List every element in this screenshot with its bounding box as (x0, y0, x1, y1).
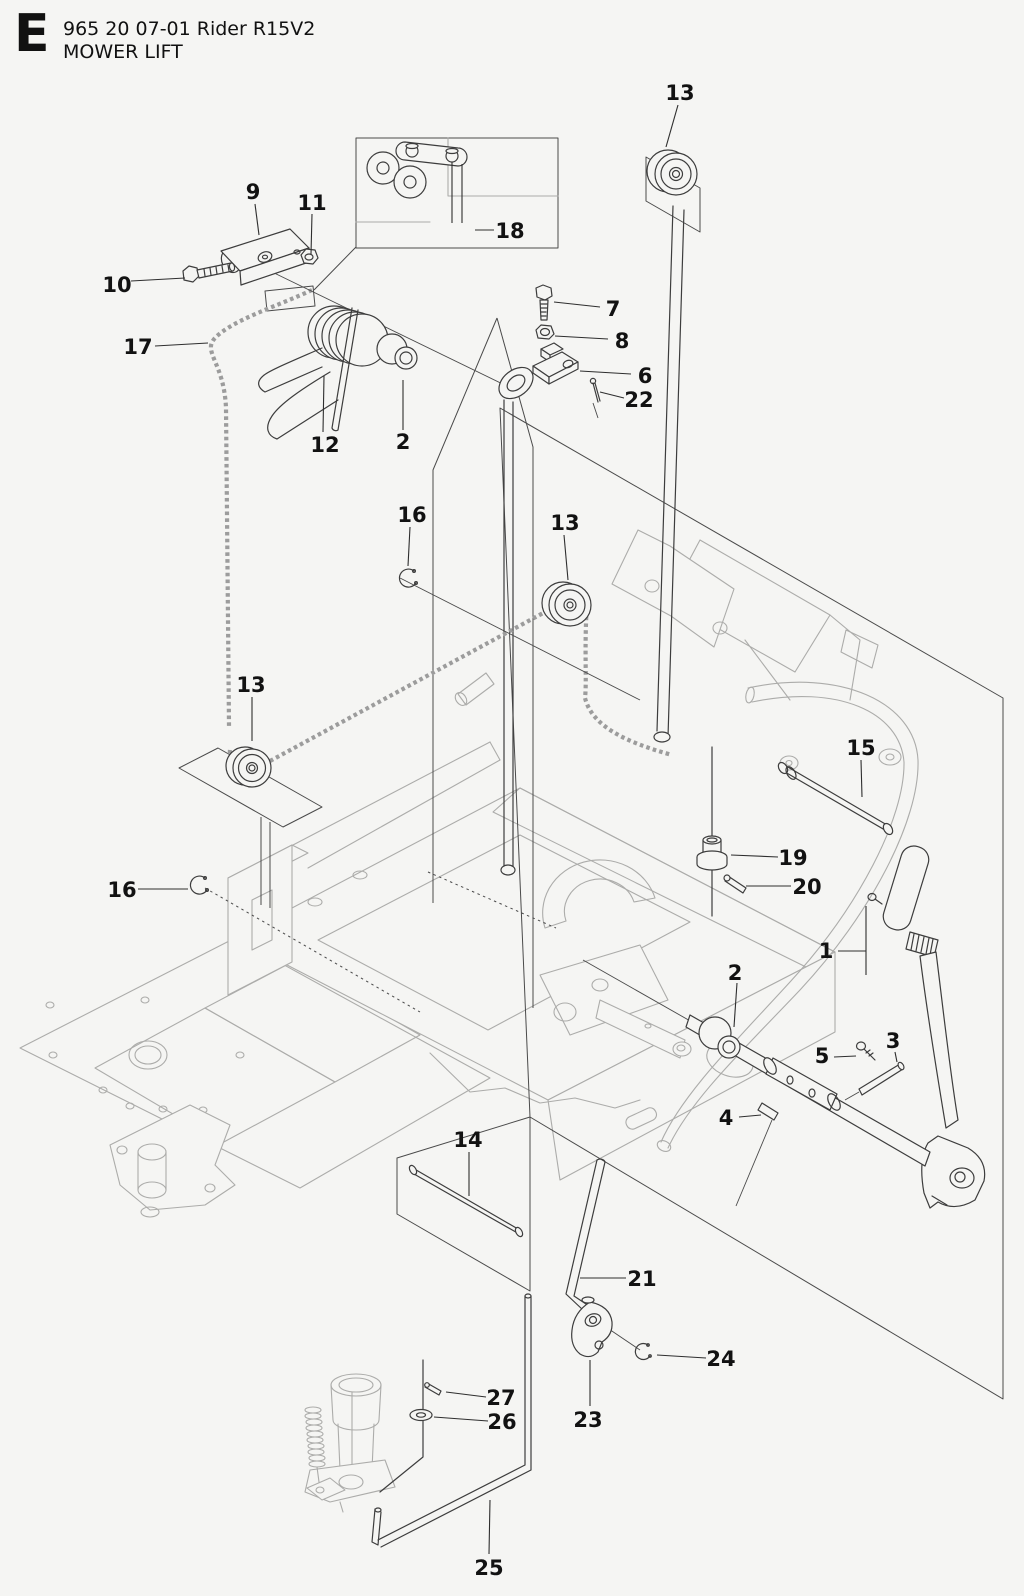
part-callout-2-1: 2 (395, 430, 411, 454)
sheet-letter: E (14, 4, 50, 64)
inset-detail-box (356, 138, 558, 248)
part-callout-12-12: 12 (310, 433, 340, 457)
cap-19 (697, 836, 727, 870)
rod-3 (845, 1061, 905, 1100)
chain-bracket-6 (533, 343, 578, 384)
screw-5 (857, 1042, 876, 1060)
part-callout-24-27: 24 (706, 1347, 736, 1371)
part-callout-16-19: 16 (107, 878, 137, 902)
bracket-23 (572, 1297, 612, 1357)
bolt-7 (536, 285, 552, 320)
part-callout-7-7: 7 (605, 297, 621, 321)
part-callout-13-14: 13 (550, 511, 580, 535)
part-callout-14-16: 14 (453, 1128, 483, 1152)
pin-27 (425, 1383, 441, 1395)
pulley-13-top (647, 150, 697, 195)
page-subtitle: MOWER LIFT (63, 41, 183, 63)
part-callout-26-29: 26 (487, 1410, 517, 1434)
rod-15 (776, 761, 894, 836)
strap-eyelet (493, 361, 539, 405)
nut-8 (536, 325, 554, 339)
pin-4 (758, 1103, 778, 1120)
part-callout-2-2: 2 (727, 961, 743, 985)
part-callout-22-25: 22 (624, 388, 654, 412)
part-callout-17-20: 17 (123, 335, 153, 359)
part-callout-18-21: 18 (495, 219, 525, 243)
part-callout-3-3: 3 (885, 1029, 901, 1053)
snap-ring-16-left (190, 876, 208, 894)
link-rod-21 (566, 1159, 605, 1310)
part-callout-20-23: 20 (792, 875, 822, 899)
part-callout-16-18: 16 (397, 503, 427, 527)
part-callout-1-0: 1 (818, 939, 834, 963)
part-callout-13-15: 13 (236, 673, 266, 697)
part-callout-10-10: 10 (102, 273, 132, 297)
part-callout-23-26: 23 (573, 1408, 603, 1432)
washer-26 (410, 1410, 432, 1421)
bolt-10 (183, 263, 235, 282)
part-callout-8-8: 8 (614, 329, 630, 353)
part-callout-11-11: 11 (297, 191, 327, 215)
chain-anchor-bracket-9 (218, 229, 309, 285)
part-callout-4-4: 4 (718, 1106, 734, 1130)
snap-ring-16-upper (399, 569, 417, 587)
cotter-pin-22 (590, 378, 600, 402)
pulley-13-left (226, 747, 271, 787)
lift-chain (211, 290, 672, 773)
pin-20 (724, 875, 746, 893)
chassis-frame-art (20, 530, 918, 1512)
exploded-region-outlines (179, 157, 1003, 1399)
part-callout-25-28: 25 (474, 1556, 504, 1580)
part-callout-9-9: 9 (245, 180, 261, 204)
part-callout-27-30: 27 (486, 1386, 516, 1410)
part-callout-13-13: 13 (665, 81, 695, 105)
part-callout-6-6: 6 (637, 364, 653, 388)
snap-ring-24 (635, 1344, 651, 1360)
rod-14 (408, 1164, 524, 1238)
page-title: 965 20 07-01 Rider R15V2 (63, 18, 316, 40)
part-callout-15-17: 15 (846, 736, 876, 760)
pulley-13-middle (542, 582, 591, 626)
part-callout-5-5: 5 (814, 1044, 830, 1068)
part-callout-21-24: 21 (627, 1267, 657, 1291)
nut-11 (301, 249, 318, 264)
part-callout-19-22: 19 (778, 846, 808, 870)
